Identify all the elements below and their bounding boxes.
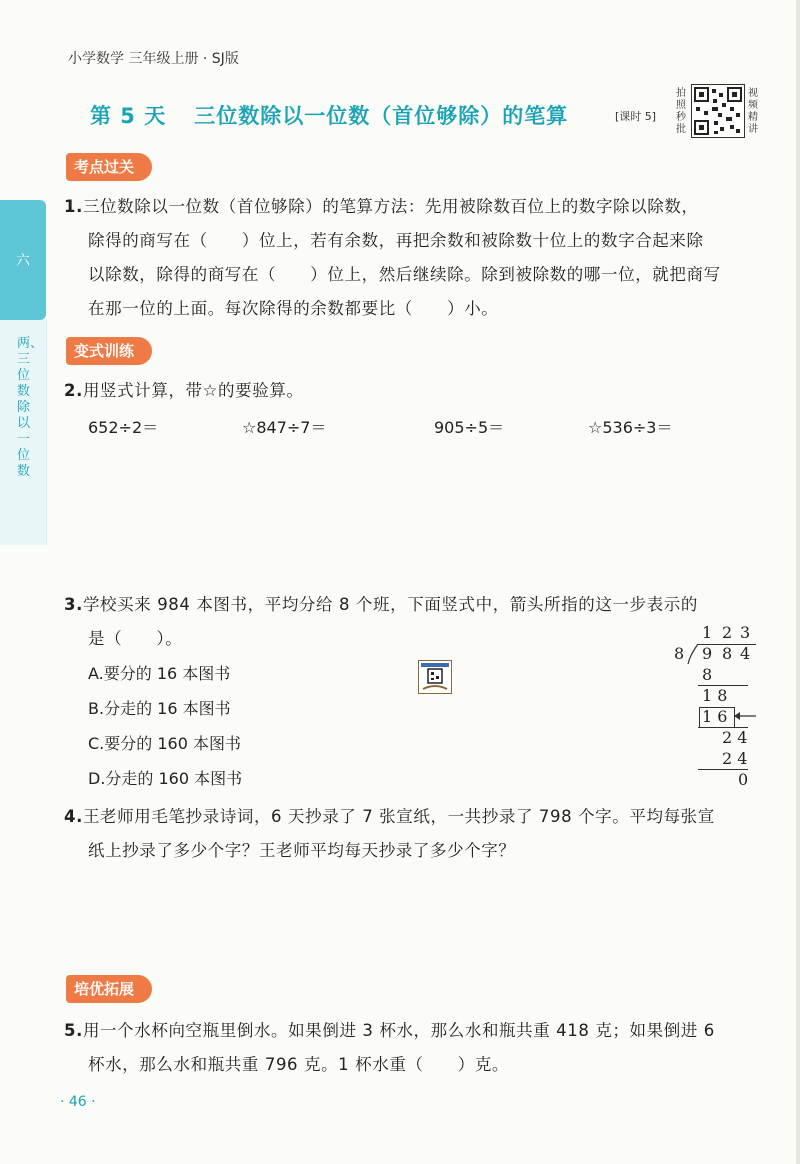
lesson-label: [课时 5] <box>615 110 657 123</box>
question-5-number: 5. <box>64 1021 83 1040</box>
qr-left-text: 拍照秒批 <box>676 88 686 135</box>
dividend-digit: 4 <box>740 644 751 663</box>
question-1-line: 在那一位的上面。每次除得的余数都要比（ ）小。 <box>88 299 499 318</box>
page-number: · 46 · <box>60 1094 96 1110</box>
option-a: A.要分的 16 本图书 <box>88 664 231 683</box>
page-title <box>90 100 568 130</box>
equation: 652÷2＝ <box>88 418 159 437</box>
question-3-number: 3. <box>64 595 83 614</box>
question-1-line: 三位数除以一位数（首位够除）的笔算方法：先用被除数百位上的数字除以除数， <box>82 197 699 216</box>
division-step: 8 <box>702 665 713 684</box>
question-1 <box>64 190 764 326</box>
arrow-left-icon <box>732 709 758 723</box>
option-b: B.分走的 16 本图书 <box>88 699 231 718</box>
book-qr-icon[interactable] <box>418 660 452 694</box>
quotient-digit: 3 <box>740 623 751 642</box>
question-2 <box>64 374 304 408</box>
question-2-text: 用竖式计算，带☆的要验算。 <box>82 381 304 400</box>
option-c: C.要分的 160 本图书 <box>88 734 241 753</box>
dividend-digit: 8 <box>722 644 733 663</box>
question-5-line: 杯水，那么水和瓶共重 796 克。1 杯水重（ ）克。 <box>88 1055 510 1074</box>
option-d: D.分走的 160 本图书 <box>88 769 243 788</box>
question-3-line: 学校买来 984 本图书，平均分给 8 个班，下面竖式中，箭头所指的这一步表示的 <box>82 595 698 614</box>
unit-number: 六 <box>16 253 30 269</box>
question-3 <box>64 588 764 656</box>
question-5-line: 用一个水杯向空瓶里倒水。如果倒进 3 杯水，那么水和瓶共重 418 克；如果倒进 6 <box>82 1021 715 1040</box>
section-badge-advanced: 培优拓展 <box>66 975 152 1003</box>
question-4 <box>64 800 764 868</box>
page-edge <box>796 0 800 1164</box>
question-5 <box>64 1014 769 1082</box>
series-header: 小学数学 三年级上册 · SJ版 <box>68 51 239 67</box>
qr-code-icon[interactable] <box>691 84 745 138</box>
division-step: 1 8 <box>702 686 728 705</box>
division-step: 2 4 <box>722 749 748 768</box>
equation: 905÷5＝ <box>434 418 505 437</box>
question-1-line: 除得的商写在（ ）位上，若有余数，再把余数和被除数十位上的数字合起来除 <box>88 231 704 250</box>
division-step: 2 4 <box>722 728 748 747</box>
question-3-line: 是（ ）。 <box>88 629 183 648</box>
equation: ☆536÷3＝ <box>588 418 673 437</box>
divisor: 8 <box>674 644 685 663</box>
question-2-number: 2. <box>64 381 83 400</box>
long-division <box>668 623 768 793</box>
quotient-digit: 1 <box>702 623 713 642</box>
title-day: 第 5 天 <box>90 104 167 128</box>
question-4-number: 4. <box>64 807 83 826</box>
division-step: 0 <box>738 770 749 789</box>
division-step: 1 6 <box>702 707 728 726</box>
title-main: 三位数除以一位数（首位够除）的笔算 <box>194 104 569 128</box>
section-badge-basics: 考点过关 <box>66 153 152 181</box>
section-badge-variation: 变式训练 <box>66 337 152 365</box>
qr-block <box>676 84 762 142</box>
question-4-line: 纸上抄录了多少个字？王老师平均每天抄录了多少个字？ <box>88 841 516 860</box>
quotient-digit: 2 <box>722 623 733 642</box>
question-1-number: 1. <box>64 197 83 216</box>
equation: ☆847÷7＝ <box>242 418 327 437</box>
question-4-line: 王老师用毛笔抄录诗词，6 天抄录了 7 张宣纸，一共抄录了 798 个字。平均每张宣 <box>82 807 715 826</box>
dividend-digit: 9 <box>702 644 713 663</box>
qr-right-text: 视频精讲 <box>748 88 758 135</box>
question-1-line: 以除数，除得的商写在（ ）位上，然后继续除。除到被除数的哪一位，就把商写 <box>88 265 721 284</box>
unit-title: 两、三位数除以一位数 <box>17 336 44 479</box>
